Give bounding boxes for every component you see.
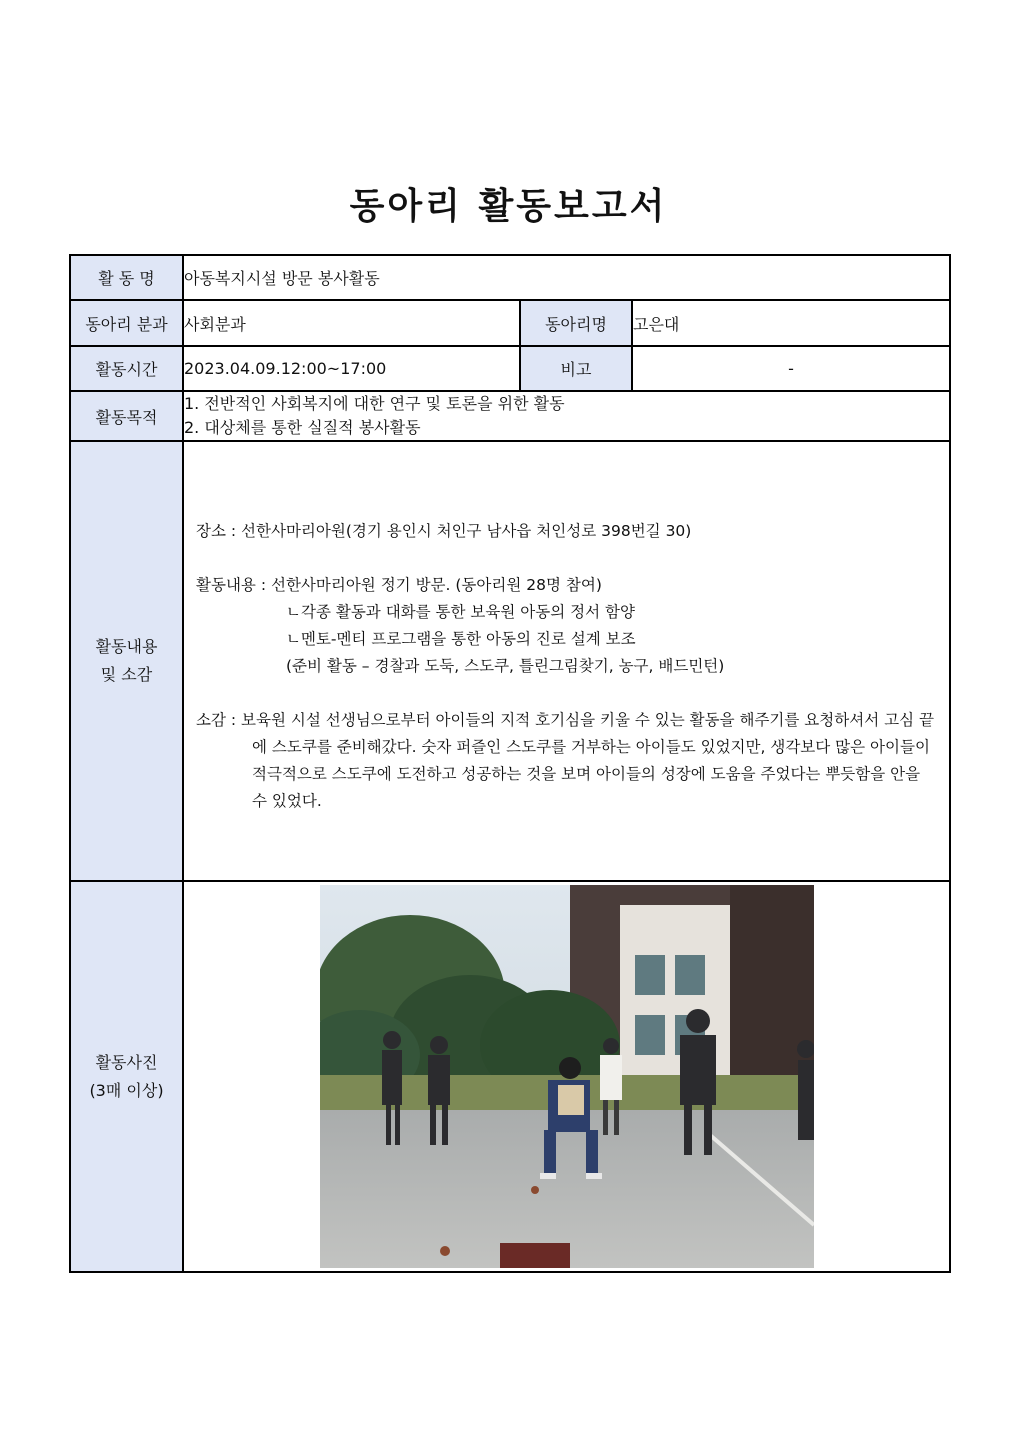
activity-sub-2: ㄴ멘토-멘티 프로그램을 통한 아동의 진로 설계 보조 [286, 629, 636, 648]
photo-label [70, 881, 183, 1272]
photo-label-line-2: (3매 이상) [89, 1080, 164, 1100]
club-name-label: 동아리명 [520, 300, 632, 346]
activity-sub-1: ㄴ각종 활동과 대화를 통한 보육원 아동의 정서 함양 [286, 602, 635, 621]
activity-name-value: 아동복지시설 방문 봉사활동 [183, 255, 950, 300]
row-club [70, 300, 950, 346]
purpose-line-1: 1. 전반적인 사회복지에 대한 연구 및 토론을 위한 활동 [184, 394, 565, 413]
activity-sub-3: (준비 활동 – 경찰과 도둑, 스도쿠, 틀린그림찾기, 농구, 배드민턴) [286, 656, 725, 675]
activity-main-text: 활동내용 : 선한사마리아원 정기 방문. (동아리원 28명 참여) [196, 575, 602, 594]
activity-photo [320, 885, 814, 1268]
content-label-line-1: 활동내용 [95, 637, 158, 656]
purpose-value [183, 391, 950, 441]
content-value [183, 441, 950, 881]
activity-time-value: 2023.04.09.12:00~17:00 [183, 346, 520, 391]
content-label-line-2: 및 소감 [100, 665, 153, 684]
page-title: 동아리 활동보고서 [349, 186, 668, 227]
row-activity-name [70, 255, 950, 300]
report-table [69, 254, 951, 1273]
row-purpose [70, 391, 950, 441]
activity-name-label: 활 동 명 [70, 255, 183, 300]
row-time [70, 346, 950, 391]
content-label [70, 441, 183, 881]
purpose-label: 활동목적 [70, 391, 183, 441]
note-value: - [632, 346, 950, 391]
activity-time-label: 활동시간 [70, 346, 183, 391]
photo-cell [183, 881, 950, 1272]
impression-text: 소감 : 보육원 시설 선생님으로부터 아이들의 지적 호기심을 키울 수 있는 활동을 해주기를 요청하셔서 고심 끝에 스도쿠를 준비해갔다. 숫자 퍼즐인 스도쿠를 거부하는 아이들도 있었지만, 생각보다 많은 아이들이 적극적으로 스도쿠에 도전하고 성공하는 것을 보며 아이들의 성장에 도움을 주었다는 뿌듯함을 안을 수 있었다. [196, 710, 934, 810]
club-category-value: 사회분과 [183, 300, 520, 346]
purpose-line-2: 2. 대상체를 통한 실질적 봉사활동 [184, 418, 421, 437]
row-photo [70, 881, 950, 1272]
club-name-value: 고은대 [632, 300, 950, 346]
place-text: 장소 : 선한사마리아원(경기 용인시 처인구 남사읍 처인성로 398번길 30) [196, 521, 692, 540]
photo-label-line-1: 활동사진 [95, 1052, 158, 1072]
club-category-label: 동아리 분과 [70, 300, 183, 346]
row-content [70, 441, 950, 881]
note-label: 비고 [520, 346, 632, 391]
